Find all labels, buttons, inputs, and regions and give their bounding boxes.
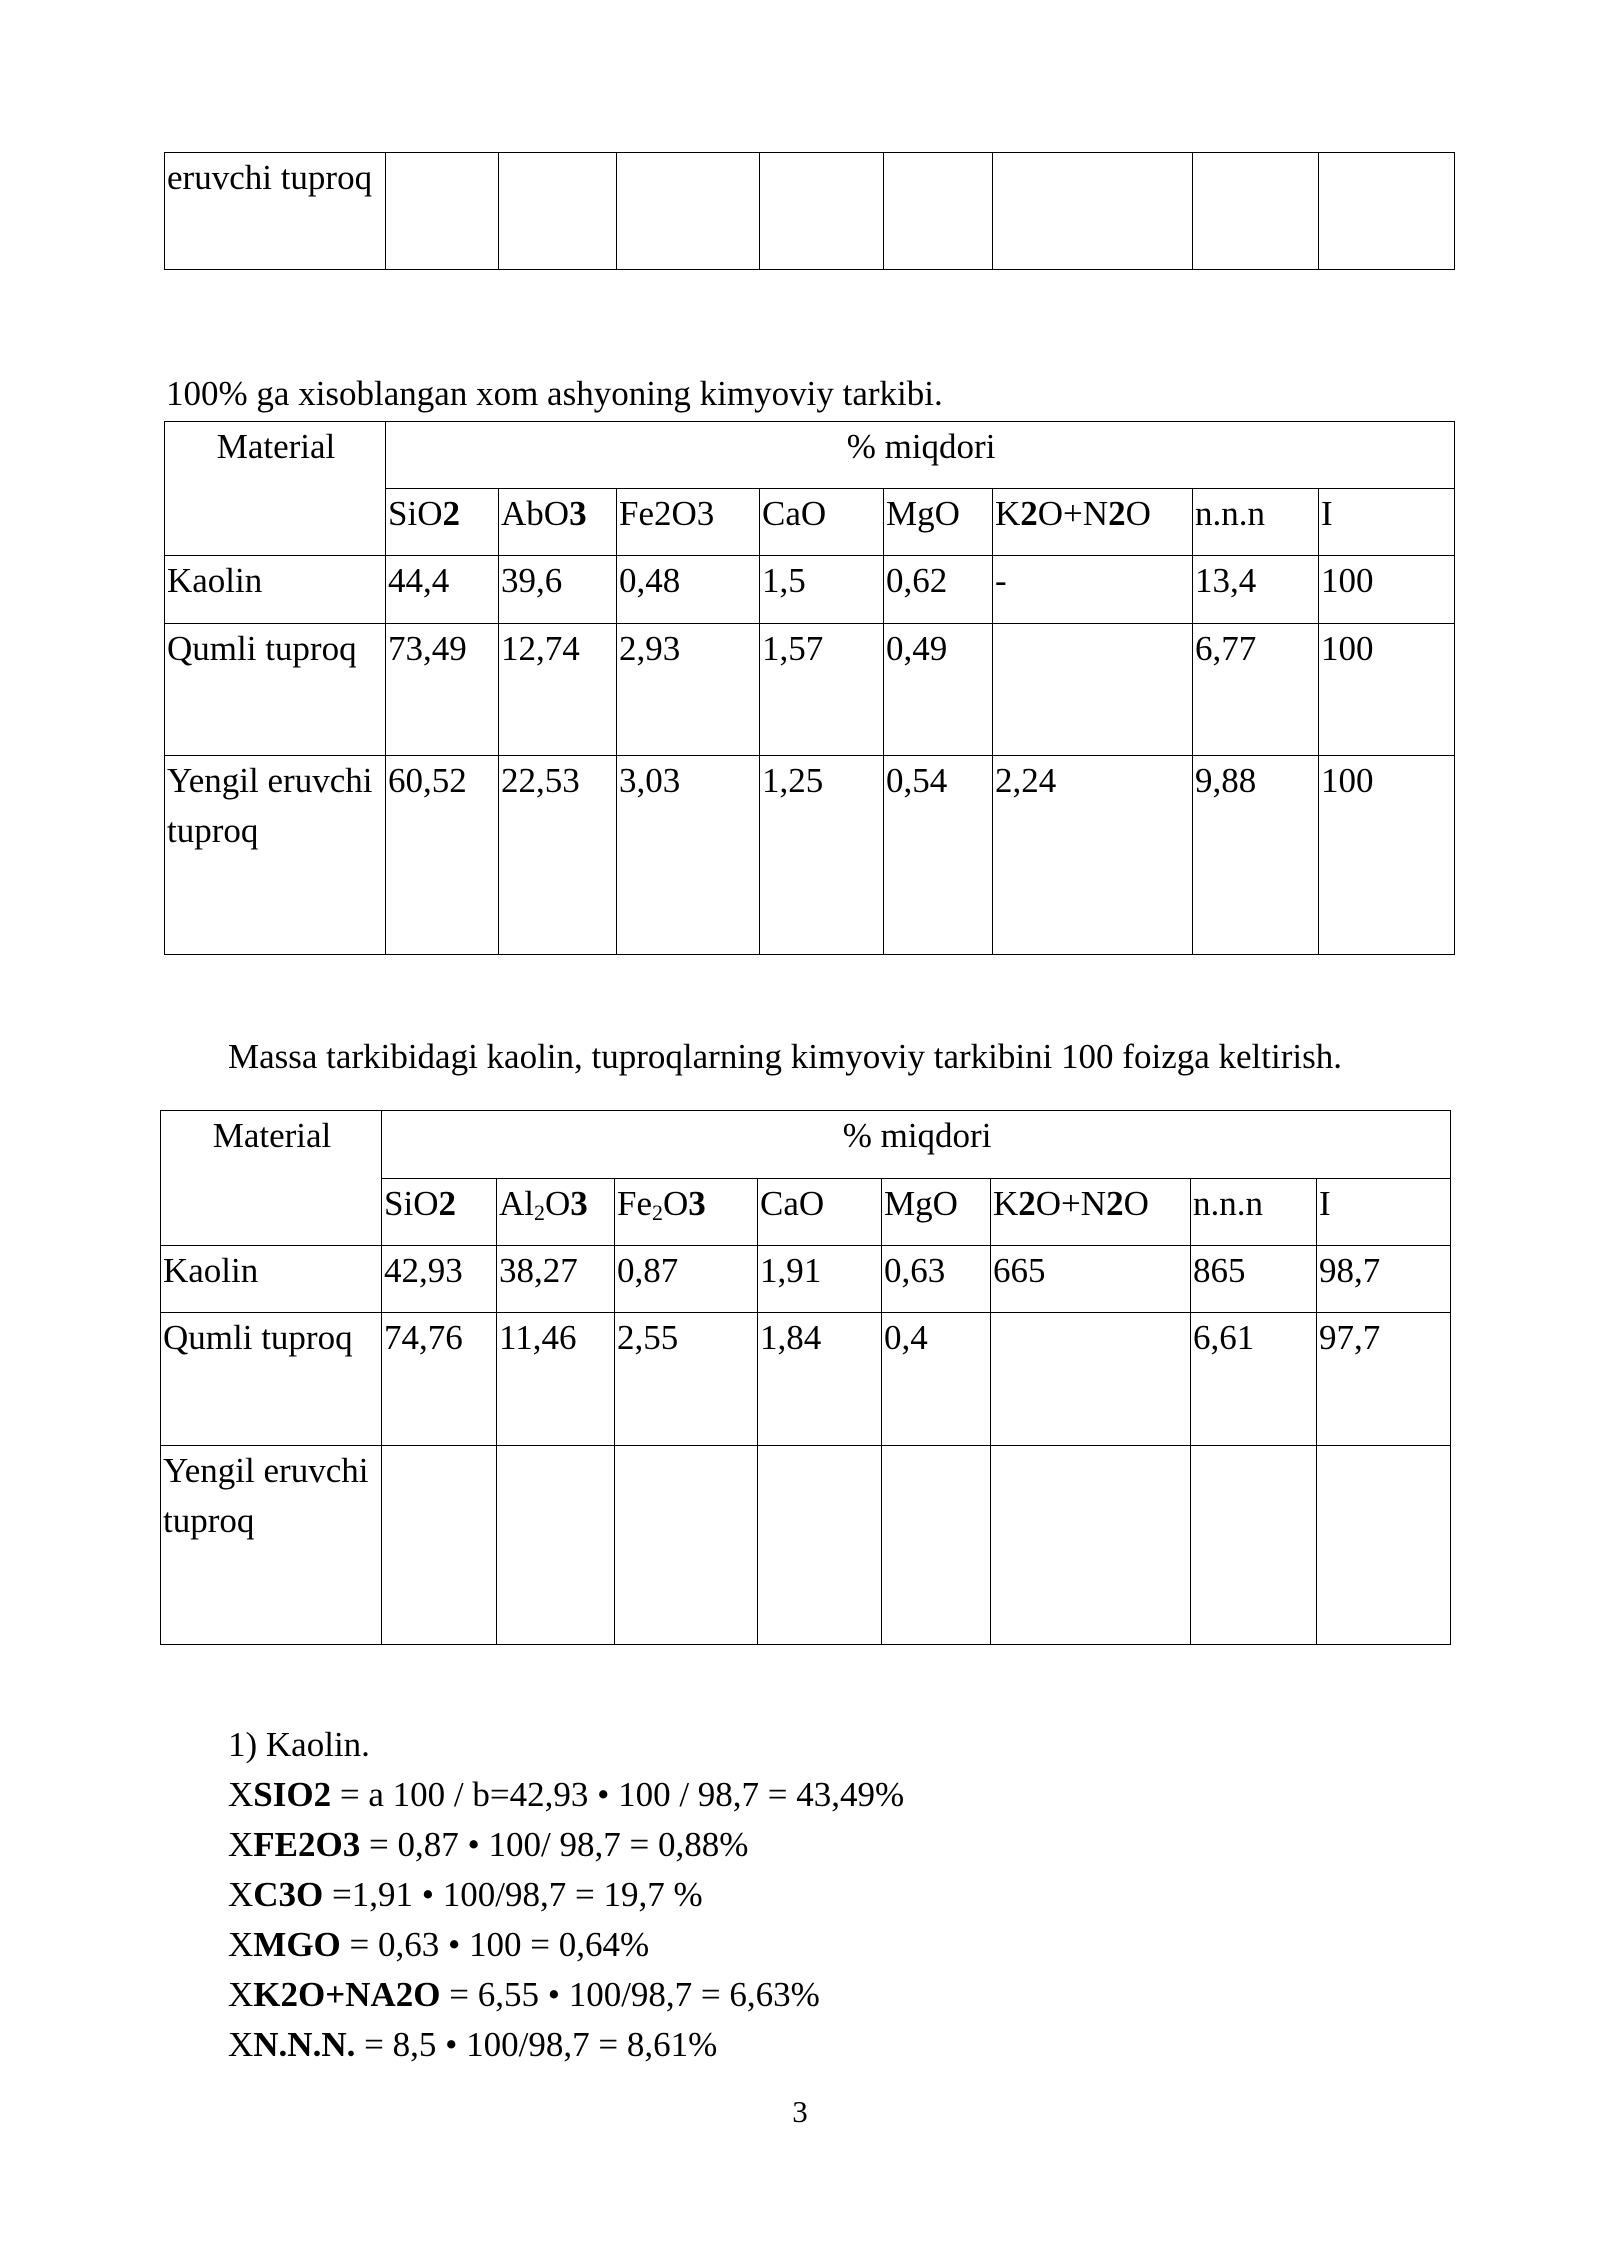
formula-line [228, 1920, 649, 1970]
table-cell: 2,55 [615, 1313, 758, 1446]
col-header-cao: CaO [760, 489, 884, 556]
table-row [161, 1246, 1451, 1313]
calc-heading: 1) Kaolin. [228, 1725, 370, 1764]
table-cell: 0,48 [617, 556, 760, 624]
formula-line [228, 1970, 820, 2020]
formula-prefix: X [228, 2025, 254, 2064]
table-cell [758, 1446, 882, 1645]
table-cell: 73,49 [386, 624, 499, 756]
col-header-al2o3: $Al_2O3$ [497, 1179, 615, 1246]
row-label: Yengil eruvchi tuproq [165, 756, 386, 955]
table-cell: 74,76 [382, 1313, 497, 1446]
table-cell: 0,4 [882, 1313, 991, 1446]
table-cell: 865 [1191, 1246, 1317, 1313]
row-label: Qumli tuproq [165, 624, 386, 756]
col-header-fe2o3: Fe2O3 [617, 489, 760, 556]
formula-expression: = 6,55 • 100/98,7 = 6,63% [440, 1975, 820, 2014]
table-cell [991, 1446, 1191, 1645]
table-cell [615, 1446, 758, 1645]
header-material: Material [165, 422, 386, 556]
continuation-table [164, 152, 1455, 270]
table-cell: 13,4 [1193, 556, 1319, 624]
table-cell: 100 [1319, 556, 1455, 624]
composition-table-100 [164, 421, 1455, 955]
col-header-cao: CaO [758, 1179, 882, 1246]
table-cell: 1,25 [760, 756, 884, 955]
formula-expression: = a 100 / b=42,93 • 100 / 98,7 = 43,49% [331, 1775, 905, 1814]
table-cell: 1,5 [760, 556, 884, 624]
formula-symbol: C3O [253, 1875, 324, 1914]
formula-symbol: FE2O3 [253, 1825, 361, 1864]
col-header-total: I [1319, 489, 1455, 556]
cell-empty [386, 153, 499, 270]
table-row [165, 556, 1455, 624]
formula-symbol: N.N.N. [253, 2025, 356, 2064]
table2-caption: Massa tarkibidagi kaolin, tuproqlarning kimyoviy tarkibini 100 foizga keltirish. [228, 1037, 1342, 1076]
cell-empty [993, 153, 1193, 270]
table-cell: 6,61 [1191, 1313, 1317, 1446]
formula-prefix: X [228, 1925, 254, 1964]
table-cell: 0,54 [884, 756, 993, 955]
row-label: Kaolin [161, 1246, 382, 1313]
table-cell [1317, 1446, 1451, 1645]
table1-caption: 100% ga xisoblangan xom ashyoning kimyoviy tarkibi. [166, 374, 943, 413]
table-cell: 98,7 [1317, 1246, 1451, 1313]
table-cell [497, 1446, 615, 1645]
col-header-al2o3: AbO3 [499, 489, 617, 556]
table-cell: 11,46 [497, 1313, 615, 1446]
formula-expression: = 8,5 • 100/98,7 = 8,61% [355, 2025, 718, 2064]
table-cell: 0,49 [884, 624, 993, 756]
cell-empty [617, 153, 760, 270]
table-cell: 1,84 [758, 1313, 882, 1446]
table-cell [1191, 1446, 1317, 1645]
row-label: Qumli tuproq [161, 1313, 382, 1446]
table-cell: 665 [991, 1246, 1191, 1313]
table-cell [882, 1446, 991, 1645]
table-cell: 39,6 [499, 556, 617, 624]
table-cell: 9,88 [1193, 756, 1319, 955]
table-cell: 0,62 [884, 556, 993, 624]
table-cell: - [993, 556, 1193, 624]
formula-expression: = 0,63 • 100 = 0,64% [340, 1925, 650, 1964]
table-cell: 0,63 [882, 1246, 991, 1313]
formula-prefix: X [228, 1775, 254, 1814]
cell-empty [499, 153, 617, 270]
col-header-nnn: n.n.n [1191, 1179, 1317, 1246]
formula-prefix: X [228, 1875, 254, 1914]
table-cell: 44,4 [386, 556, 499, 624]
table-cell: 100 [1319, 624, 1455, 756]
composition-table-normalized [160, 1110, 1451, 1645]
col-header-nnn: n.n.n [1193, 489, 1319, 556]
row-label: Kaolin [165, 556, 386, 624]
formula-prefix: X [228, 1825, 254, 1864]
header-percent-group: % miqdori [382, 1111, 1451, 1179]
row-label: Yengil eruvchi tuproq [161, 1446, 382, 1645]
cell-empty [884, 153, 993, 270]
table-cell [991, 1313, 1191, 1446]
cell-empty [1193, 153, 1319, 270]
table-row [161, 1446, 1451, 1645]
table-cell: 1,57 [760, 624, 884, 756]
col-header-mgo: MgO [884, 489, 993, 556]
col-header-k2o-n2o: K2O+N2O [993, 489, 1193, 556]
table-cell: 38,27 [497, 1246, 615, 1313]
formula-symbol: MGO [253, 1925, 341, 1964]
col-header-k2o-n2o: K2O+N2O [991, 1179, 1191, 1246]
formula-line [228, 1820, 748, 1870]
table-cell: 100 [1319, 756, 1455, 955]
cell-empty [1319, 153, 1455, 270]
col-header-sio2: SiO2 [386, 489, 499, 556]
formula-prefix: X [228, 1975, 254, 2014]
table-cell: 3,03 [617, 756, 760, 955]
formula-expression: =1,91 • 100/98,7 = 19,7 % [323, 1875, 703, 1914]
table-cell: 97,7 [1317, 1313, 1451, 1446]
table-cell: 42,93 [382, 1246, 497, 1313]
table-cell: 60,52 [386, 756, 499, 955]
table-cell: 0,87 [615, 1246, 758, 1313]
table-cell [382, 1446, 497, 1645]
formula-symbol: K2O+NA2O [253, 1975, 441, 2014]
page-number: 3 [792, 2094, 808, 2129]
table-cell: 1,91 [758, 1246, 882, 1313]
col-header-fe2o3: $Fe_2O3$ [615, 1179, 758, 1246]
table-cell: 2,24 [993, 756, 1193, 955]
col-header-sio2: SiO2 [382, 1179, 497, 1246]
table-row [165, 756, 1455, 955]
formula-line [228, 2020, 717, 2070]
table-cell: 22,53 [499, 756, 617, 955]
col-header-total: I [1317, 1179, 1451, 1246]
cell-empty [760, 153, 884, 270]
table-row [165, 624, 1455, 756]
header-percent-group: % miqdori [386, 422, 1455, 489]
formula-line [228, 1870, 703, 1920]
col-header-mgo: MgO [882, 1179, 991, 1246]
table-row [161, 1313, 1451, 1446]
table-cell: 12,74 [499, 624, 617, 756]
formula-expression: = 0,87 • 100/ 98,7 = 0,88% [360, 1825, 749, 1864]
table-cell [993, 624, 1193, 756]
formula-line [228, 1770, 904, 1820]
formula-symbol: SIO2 [253, 1775, 332, 1814]
header-material: Material [161, 1111, 382, 1246]
cell-material: eruvchi tuproq [165, 153, 386, 270]
table-cell: 6,77 [1193, 624, 1319, 756]
table-cell: 2,93 [617, 624, 760, 756]
